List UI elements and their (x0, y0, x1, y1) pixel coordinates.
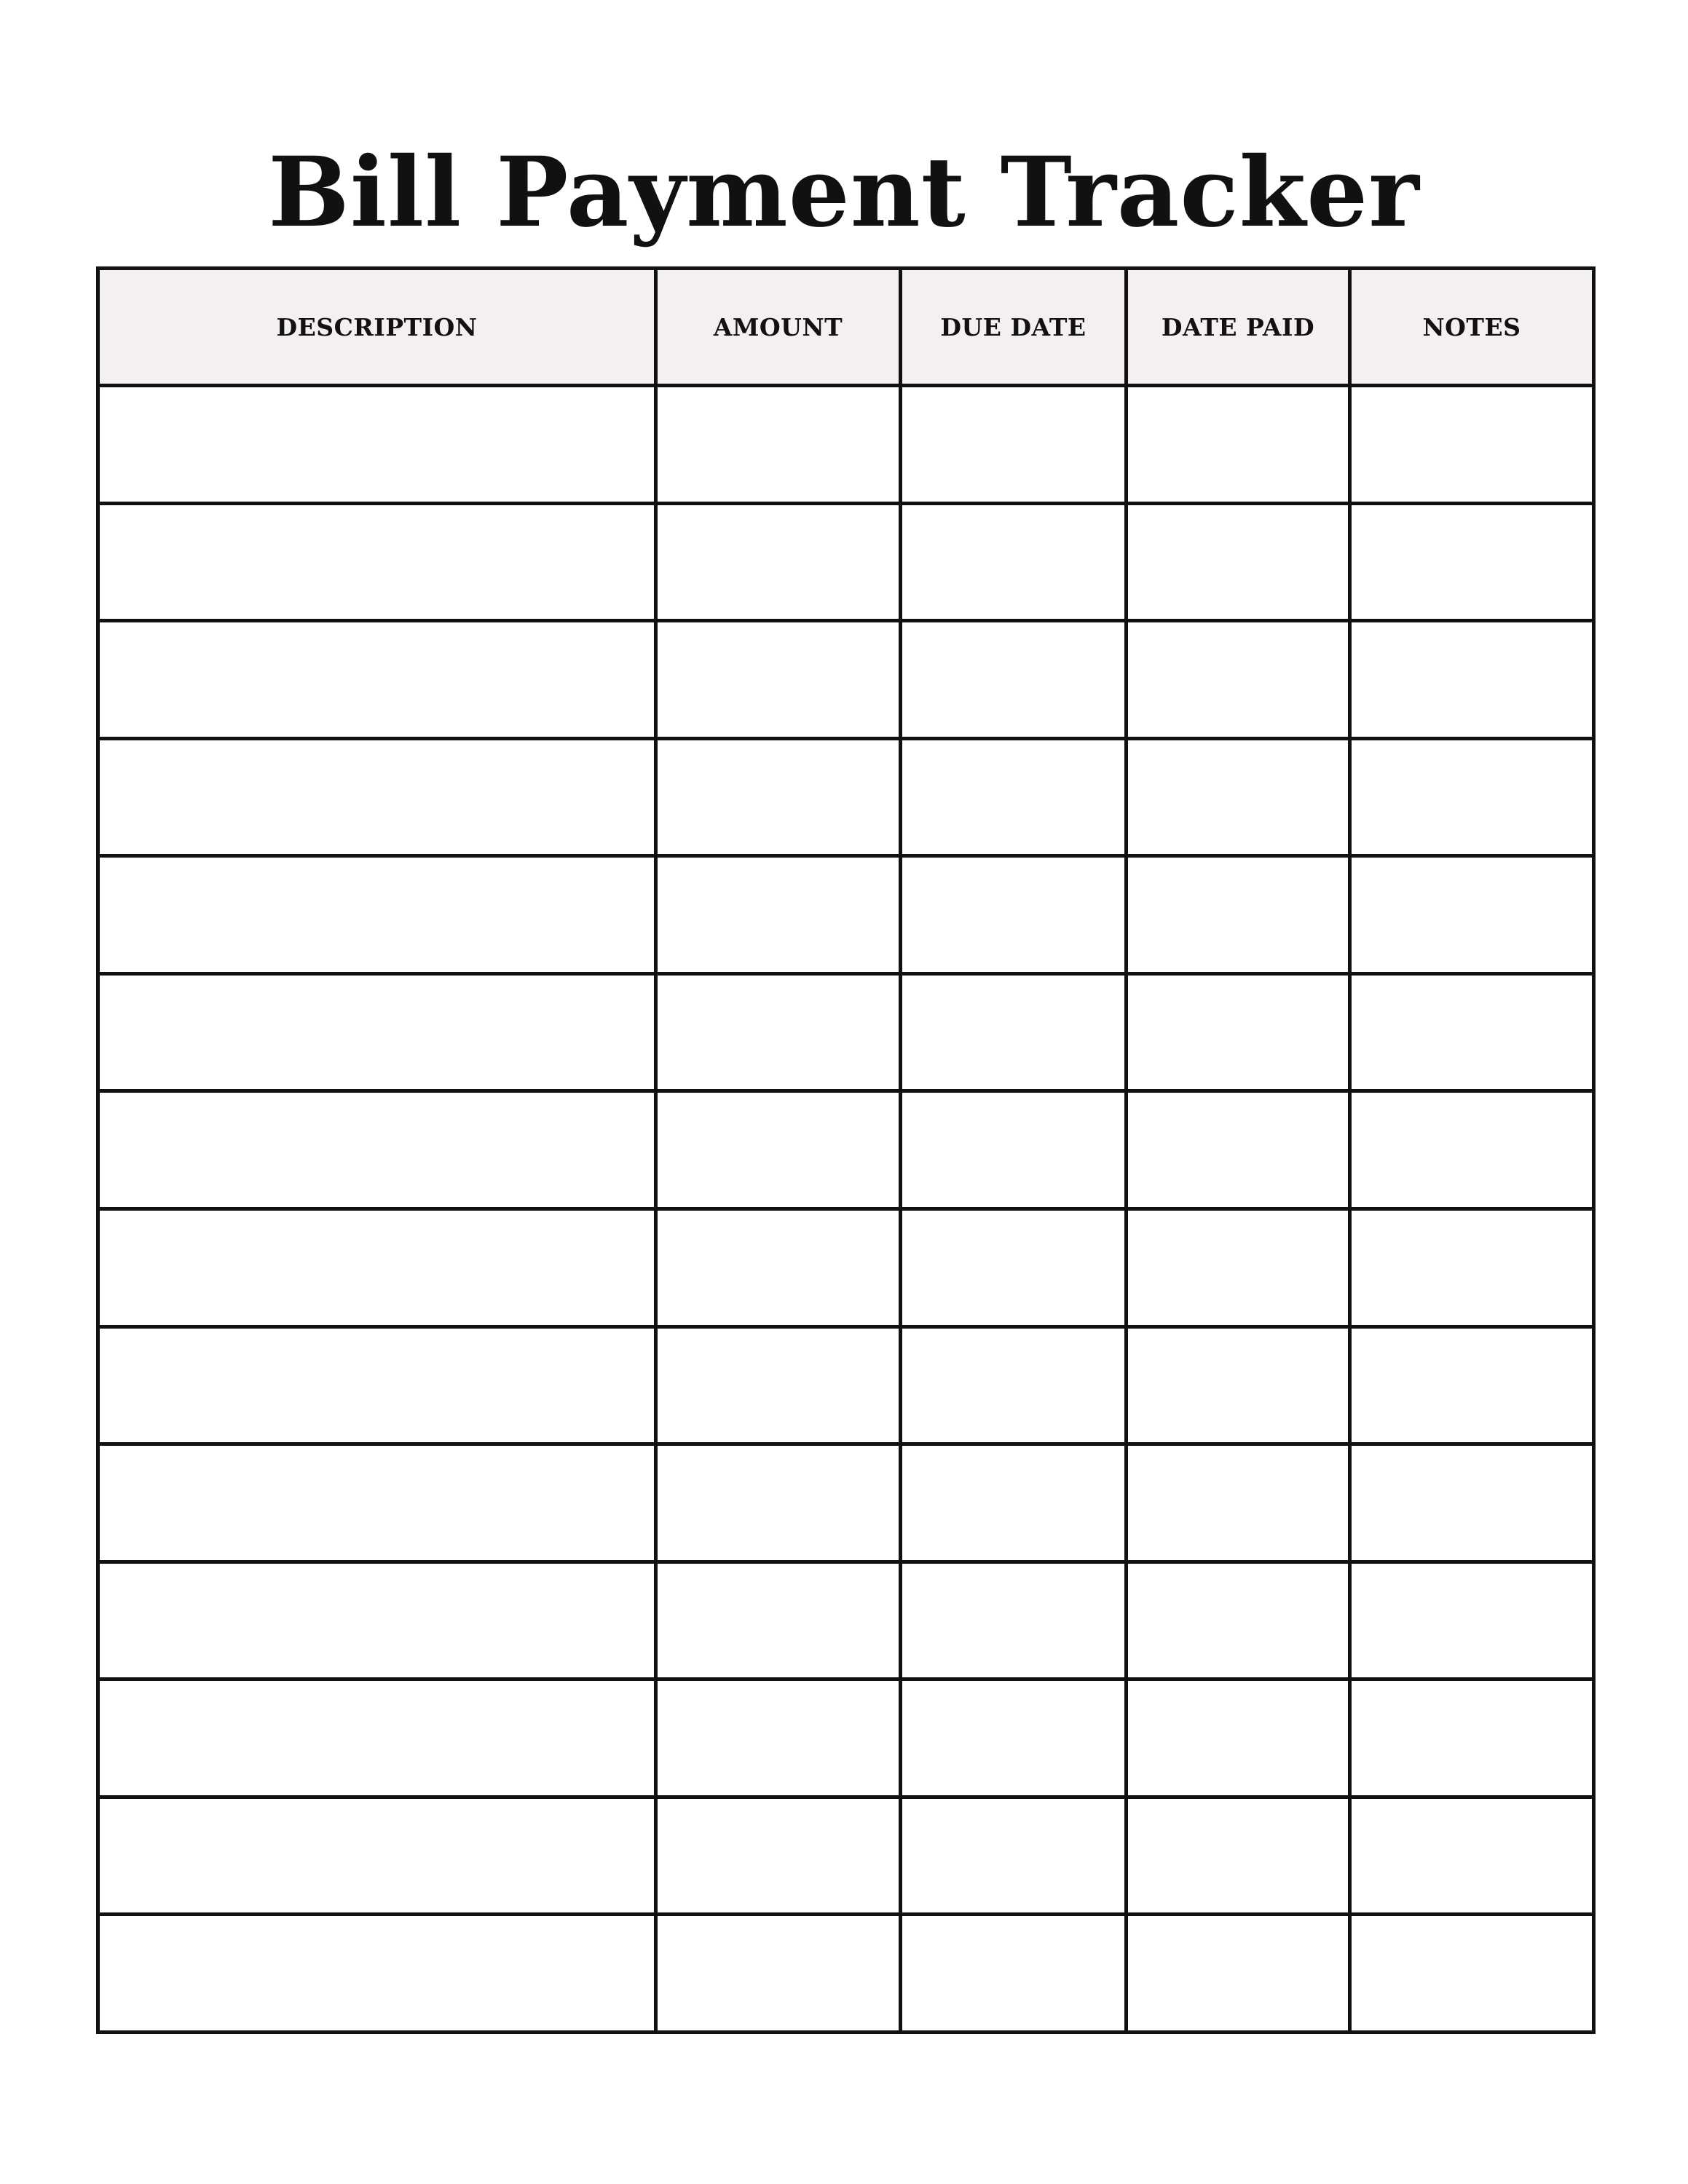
cell-due-date[interactable] (901, 503, 1127, 621)
cell-due-date[interactable] (901, 1444, 1127, 1562)
cell-notes[interactable] (1350, 503, 1594, 621)
cell-amount[interactable] (656, 1444, 901, 1562)
cell-amount[interactable] (656, 1208, 901, 1326)
cell-notes[interactable] (1350, 386, 1594, 504)
cell-description[interactable] (98, 1562, 656, 1679)
cell-amount[interactable] (656, 1326, 901, 1444)
cell-date-paid[interactable] (1127, 1915, 1350, 2033)
table-row (98, 386, 1594, 504)
cell-notes[interactable] (1350, 1208, 1594, 1326)
cell-date-paid[interactable] (1127, 1562, 1350, 1679)
cell-date-paid[interactable] (1127, 621, 1350, 739)
table-row (98, 973, 1594, 1091)
table-row (98, 1444, 1594, 1562)
page-title: Bill Payment Tracker (268, 136, 1420, 249)
cell-description[interactable] (98, 1326, 656, 1444)
cell-description[interactable] (98, 386, 656, 504)
cell-amount[interactable] (656, 973, 901, 1091)
cell-date-paid[interactable] (1127, 386, 1350, 504)
cell-description[interactable] (98, 1797, 656, 1915)
cell-amount[interactable] (656, 503, 901, 621)
table-row (98, 1208, 1594, 1326)
cell-amount[interactable] (656, 621, 901, 739)
cell-date-paid[interactable] (1127, 1679, 1350, 1797)
table-row (98, 1326, 1594, 1444)
cell-due-date[interactable] (901, 1562, 1127, 1679)
cell-due-date[interactable] (901, 1208, 1127, 1326)
cell-due-date[interactable] (901, 1679, 1127, 1797)
table-row (98, 1679, 1594, 1797)
cell-notes[interactable] (1350, 856, 1594, 974)
cell-due-date[interactable] (901, 1797, 1127, 1915)
cell-date-paid[interactable] (1127, 1444, 1350, 1562)
cell-date-paid[interactable] (1127, 738, 1350, 856)
bill-tracker-table (96, 266, 1596, 2034)
table-row (98, 1091, 1594, 1209)
cell-description[interactable] (98, 621, 656, 739)
cell-description[interactable] (98, 1091, 656, 1209)
cell-date-paid[interactable] (1127, 1797, 1350, 1915)
cell-notes[interactable] (1350, 1326, 1594, 1444)
cell-due-date[interactable] (901, 386, 1127, 504)
cell-due-date[interactable] (901, 856, 1127, 974)
table-row (98, 856, 1594, 974)
table-row (98, 1562, 1594, 1679)
cell-amount[interactable] (656, 1091, 901, 1209)
cell-due-date[interactable] (901, 1091, 1127, 1209)
table-body (98, 386, 1594, 2033)
cell-date-paid[interactable] (1127, 1326, 1350, 1444)
cell-description[interactable] (98, 856, 656, 974)
cell-amount[interactable] (656, 856, 901, 974)
column-header-date-paid: DATE PAID (1127, 269, 1350, 386)
cell-due-date[interactable] (901, 621, 1127, 739)
cell-due-date[interactable] (901, 973, 1127, 1091)
cell-amount[interactable] (656, 1679, 901, 1797)
column-header-description: DESCRIPTION (98, 269, 656, 386)
cell-description[interactable] (98, 973, 656, 1091)
cell-date-paid[interactable] (1127, 856, 1350, 974)
cell-description[interactable] (98, 1208, 656, 1326)
cell-notes[interactable] (1350, 1091, 1594, 1209)
cell-notes[interactable] (1350, 621, 1594, 739)
cell-due-date[interactable] (901, 1915, 1127, 2033)
cell-description[interactable] (98, 1915, 656, 2033)
column-header-due-date: DUE DATE (901, 269, 1127, 386)
table-row (98, 503, 1594, 621)
cell-amount[interactable] (656, 738, 901, 856)
cell-amount[interactable] (656, 386, 901, 504)
cell-due-date[interactable] (901, 738, 1127, 856)
cell-notes[interactable] (1350, 1797, 1594, 1915)
cell-description[interactable] (98, 1679, 656, 1797)
cell-date-paid[interactable] (1127, 1091, 1350, 1209)
table-row (98, 1797, 1594, 1915)
cell-date-paid[interactable] (1127, 503, 1350, 621)
cell-notes[interactable] (1350, 738, 1594, 856)
table-row (98, 621, 1594, 739)
cell-notes[interactable] (1350, 1444, 1594, 1562)
cell-description[interactable] (98, 503, 656, 621)
cell-notes[interactable] (1350, 1562, 1594, 1679)
column-header-notes: NOTES (1350, 269, 1594, 386)
cell-amount[interactable] (656, 1562, 901, 1679)
cell-notes[interactable] (1350, 1679, 1594, 1797)
cell-description[interactable] (98, 738, 656, 856)
header-row (98, 269, 1594, 386)
cell-description[interactable] (98, 1444, 656, 1562)
cell-date-paid[interactable] (1127, 1208, 1350, 1326)
cell-due-date[interactable] (901, 1326, 1127, 1444)
cell-notes[interactable] (1350, 1915, 1594, 2033)
table-row (98, 1915, 1594, 2033)
column-header-amount: AMOUNT (656, 269, 901, 386)
cell-amount[interactable] (656, 1797, 901, 1915)
table-row (98, 738, 1594, 856)
cell-notes[interactable] (1350, 973, 1594, 1091)
cell-amount[interactable] (656, 1915, 901, 2033)
cell-date-paid[interactable] (1127, 973, 1350, 1091)
